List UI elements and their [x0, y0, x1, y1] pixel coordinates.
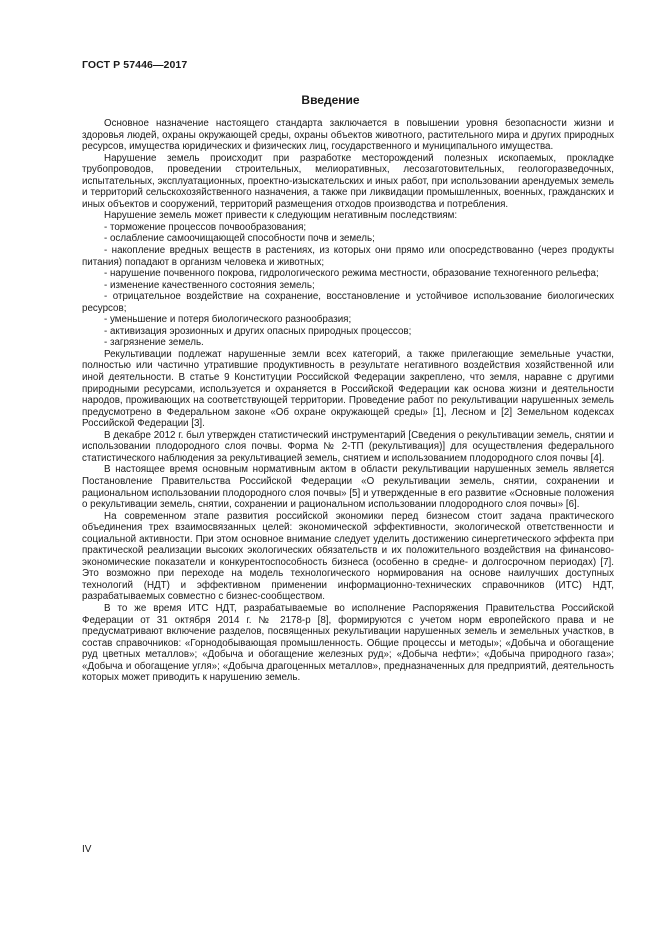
list-item: - торможение процессов почвообразования;: [104, 221, 307, 233]
paragraph: Основное назначение настоящего стандарта заключается в повышении уровня безопасности жизни и здоровья людей, охраны окружающей среды, охраны объектов животного, растительного мира и других природных ресурсов, имущества юридических и физических лиц, государственного и муниципального имущества.: [82, 118, 614, 153]
list-item: - уменьшение и потеря биологического разнообразия;: [104, 314, 352, 326]
document-body: [82, 118, 614, 684]
section-title: Введение: [301, 93, 360, 107]
paragraph: На современном этапе развития российской экономики перед бизнесом стоит задача практического объединения трех взаимосвязанных целей: экономической эффективности, экологической ответственности и социальной активности. При этом основное внимание следует уделить достижению синергетического эффекта при практической реализации высоких экологических обязательств и их положительного воздействия на финансово-экономические показатели и конкурентоспособность бизнеса (особенно в средне- и долгосрочном периодах) [7]. Это возможно при переходе на модель технологического нормирования на основе наилучших доступных технологий (НДТ) и эффективном применении информационно-технических справочников (ИТС) НДТ, разрабатываемых совместно с бизнес-сообществом.: [82, 510, 614, 603]
list-item: - ослабление самоочищающей способности почв и земель;: [104, 233, 375, 245]
document-standard-code: ГОСТ Р 57446—2017: [82, 59, 188, 71]
paragraph: Нарушение земель может привести к следующим негативным последствиям:: [104, 210, 458, 222]
list-item: - загрязнение земель.: [104, 337, 204, 349]
list-item: - накопление вредных веществ в растениях, из которых они прямо или опосредствованно (через продукты питания) попадают в организм человека и животных;: [82, 245, 614, 268]
paragraph: Нарушение земель происходит при разработке месторождений полезных ископаемых, прокладке трубопроводов, проведении строительных, мелиоративных, лесозаготовительных, геологоразведочных, испытательных, эксплуатационных, проектно-изыскательских и иных работ, при использовании арендуемых земель и территорий сельскохозяйственного назначения, а также при ликвидации промышленных, военных, гражданских и иных объектов и сооружений, территорий размещения отходов производства и потребления.: [82, 152, 614, 210]
list-item: - отрицательное воздействие на сохранение, восстановление и устойчивое использование биологических ресурсов;: [82, 291, 614, 314]
paragraph: В то же время ИТС НДТ, разрабатываемые во исполнение Распоряжения Правительства Российской Федерации от 31 октября 2014 г. № 2178-р [8], формируются с учетом норм европейского права и не предусматривают включение разделов, посвященных рекультивации нарушенных земель и земельных участков, в состав справочников: «Горнодобывающая промышленность. Общие процессы и методы»; «Добыча и обогащение руд цветных металлов»; «Добыча и обогащение железных руд»; «Добыча нефти»; «Добыча природного газа»; «Добыча и обогащение угля»; «Добыча драгоценных металлов», предназначенных для предприятий, деятельность которых может приводить к нарушению земель.: [82, 602, 614, 684]
page-number: IV: [82, 844, 92, 855]
list-item: - активизация эрозионных и других опасных природных процессов;: [104, 325, 412, 337]
paragraph: В настоящее время основным нормативным актом в области рекультивации нарушенных земель является Постановление Правительства Российской Федерации «О рекультивации земель, снятии, сохранении и рациональном использовании плодородного слоя почвы» [5] и утвержденные в его развитие «Основные положения о рекультивации земель, снятии, сохранении и рациональном использовании плодородного слоя почвы» [6].: [82, 464, 614, 511]
paragraph: Рекультивации подлежат нарушенные земли всех категорий, а также прилегающие земельные участки, полностью или частично утратившие продуктивность в результате негативного воздействия хозяйственной или иной деятельности. В статье 9 Конституции Российской Федерации закреплено, что земля, наравне с другими природными ресурсами, используется и охраняется в Российской Федерации как основа жизни и деятельности народов, проживающих на соответствующей территории. Проведение работ по рекультивации нарушенных земель предусмотрено в Федеральном законе «Об охране окружающей среды» [1], Лесном и [2] Земельном кодексах Российской Федерации [3].: [82, 348, 614, 430]
paragraph: В декабре 2012 г. был утвержден статистический инструментарий [Сведения о рекультивации земель, снятии и использовании плодородного слоя почвы. Форма № 2-ТП (рекультивация)] для осуществления федерального статистического наблюдения за рекультивацией земель, снятием и использованием плодородного слоя почвы [4].: [82, 429, 614, 464]
list-item: - нарушение почвенного покрова, гидрологического режима местности, образование техногенного рельефа;: [104, 268, 599, 280]
list-item: - изменение качественного состояния земель;: [104, 279, 315, 291]
